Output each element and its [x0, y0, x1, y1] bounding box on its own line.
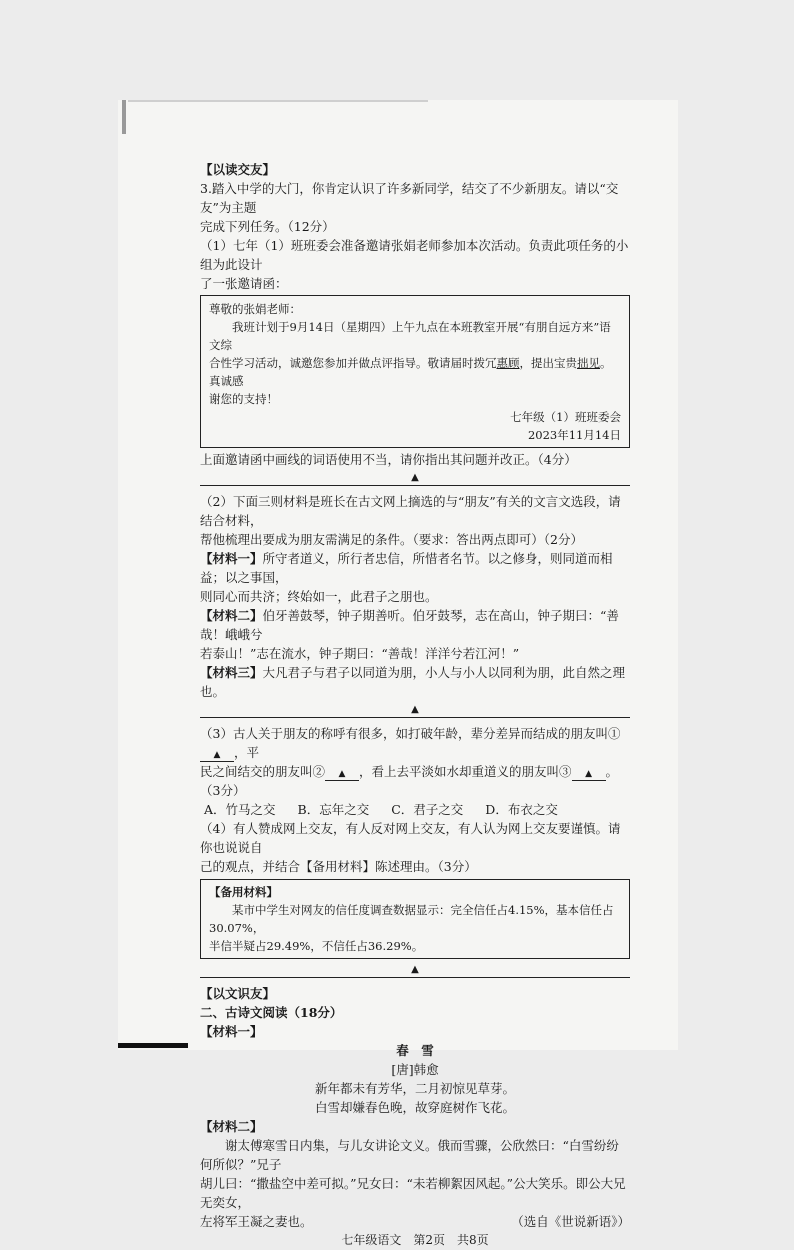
question-3-line1: 3.踏入中学的大门，你肯定认识了许多新同学，结交了不少新朋友。请以“交友”为主题 [200, 181, 619, 215]
material-1 [200, 549, 630, 587]
sub3-options [200, 800, 630, 819]
underlined-word-2: 拙见 [577, 356, 600, 370]
material-1-line2: 则同心而共济；终始如一，此君子之朋也。 [200, 589, 438, 604]
underlined-word-1: 惠顾 [496, 356, 520, 370]
option-c: C．君子之交 [391, 802, 464, 817]
sub3-line2 [200, 762, 630, 800]
invitation-sender: 七年级（1）班班委会 [510, 410, 621, 424]
backup-material-line2: 半信半疑占29.49%，不信任占36.29%。 [209, 939, 424, 953]
section-heading-know: 【以文识友】 [200, 986, 276, 1001]
poem-title: 春 雪 [396, 1043, 434, 1058]
material-2 [200, 606, 630, 644]
exam-content [200, 160, 630, 1250]
answer-line-2[interactable] [200, 703, 630, 718]
backup-material-label: 【备用材料】 [209, 885, 278, 899]
blank-1[interactable]: ▲ [200, 749, 234, 762]
invitation-box [200, 295, 630, 448]
sub3-line1 [200, 724, 630, 762]
part2-material-2-source: （选自《世说新语》） [511, 1214, 630, 1229]
answer-line-4[interactable] [200, 963, 630, 978]
backup-material-box [200, 879, 630, 959]
material-3-label: 【材料三】 [200, 665, 263, 680]
part2-material-2-label: 【材料二】 [200, 1119, 263, 1134]
scan-shadow-left [122, 100, 126, 134]
answer-marker: ▲ [411, 704, 419, 715]
sub4-line1: （4）有人赞成网上交友，有人反对网上交友，有人认为网上交友要谨慎。请你也说说自 [200, 821, 621, 855]
sub1-question: 上面邀请函中画线的词语使用不当，请你指出其问题并改正。（4分） [200, 452, 577, 467]
poem-line-2: 白雪却嫌春色晚，故穿庭树作飞花。 [314, 1100, 515, 1115]
sub2-line2: 帮他梳理出要成为朋友需满足的条件。（要求：答出两点即可）（2分） [200, 532, 583, 547]
sub3-line1-text: （3）古人关于朋友的称呼有很多，如打破年龄，辈分差异而结成的朋友叫① [200, 726, 621, 741]
sub3-line2-text: 民之间结交的朋友叫② [200, 764, 326, 779]
invitation-date: 2023年11月14日 [527, 428, 621, 442]
material-1-label: 【材料一】 [200, 551, 263, 566]
invitation-line3: 谢您的支持！ [209, 392, 278, 406]
sub4-line2: 己的观点，并结合【备用材料】陈述理由。（3分） [200, 859, 477, 874]
answer-line-1[interactable] [200, 471, 630, 486]
part2-material-2-line3 [200, 1212, 630, 1231]
material-3-line1: 大凡君子与君子以同道为朋，小人与小人以同利为朋，此自然之理也。 [200, 665, 626, 699]
invitation-line2-text: 合性学习活动，诚邀您参加并做点评指导。敬请届时拨冗 [209, 356, 497, 370]
sub2-line1: （2）下面三则材料是班长在古文网上摘选的与“朋友”有关的文言文选段，请结合材料， [200, 494, 621, 528]
material-2-line1: 伯牙善鼓琴，钟子期善听。伯牙鼓琴，志在高山，钟子期曰：“善哉！峨峨兮 [200, 608, 619, 642]
part2-heading: 二、古诗文阅读（18分） [200, 1005, 343, 1020]
sub3-line1-end: ，平 [234, 745, 260, 760]
answer-marker: ▲ [411, 472, 419, 483]
invitation-line1: 我班计划于9月14日（星期四）上午九点在本班教室开展“有朋自远方来”语文综 [209, 320, 611, 352]
part2-material-2-line1: 谢太傅寒雪日内集，与儿女讲论文义。俄而雪骤，公欣然曰：“白雪纷纷何所似？”兄子 [200, 1138, 619, 1172]
blank-2[interactable]: ▲ [325, 768, 359, 781]
section-heading-exchange: 【以读交友】 [200, 162, 276, 177]
invitation-greeting: 尊敬的张娟老师： [209, 302, 301, 316]
page-footer: 七年级语文 第2页 共8页 [341, 1233, 489, 1247]
invitation-line2c-text: 。真诚感 [209, 356, 612, 388]
option-b: B．忘年之交 [297, 802, 370, 817]
scan-shadow-top [128, 100, 428, 102]
invitation-line2 [209, 354, 621, 390]
answer-marker: ▲ [411, 964, 419, 975]
option-d: D．布衣之交 [485, 802, 558, 817]
poem-line-1: 新年都未有芳华，二月初惊见草芽。 [314, 1081, 515, 1096]
option-a: A．竹马之交 [204, 802, 276, 817]
question-3-line2: 完成下列任务。（12分） [200, 219, 335, 234]
sub1-line2: 了一张邀请函： [200, 276, 288, 291]
material-2-line2: 若泰山！”志在流水，钟子期曰：“善哉！洋洋兮若江河！” [200, 646, 520, 661]
backup-material-line1: 某市中学生对网友的信任度调查数据显示：完全信任占4.15%，基本信任占30.07%， [209, 903, 614, 935]
material-3 [200, 663, 630, 701]
part2-material-2-line2: 胡儿曰：“撒盐空中差可拟。”兄女曰：“未若柳絮因风起。”公大笑乐。即公大兄无奕女， [200, 1176, 626, 1210]
material-1-line1: 所守者道义，所行者忠信，所惜者名节。以之修身，则同道而相益；以之事国， [200, 551, 613, 585]
scan-shadow-bottom [118, 1043, 188, 1048]
sub1-line1: （1）七年（1）班班委会准备邀请张娟老师参加本次活动。负责此项任务的小组为此设计 [200, 238, 629, 272]
part2-material-2-line3-text: 左将军王凝之妻也。 [200, 1214, 313, 1229]
poem-author: [唐]韩愈 [391, 1062, 439, 1077]
part2-material-1-label: 【材料一】 [200, 1024, 263, 1039]
material-2-label: 【材料二】 [200, 608, 263, 623]
invitation-line2b-text: ，提出宝贵 [519, 356, 577, 370]
sub3-line2-end: 。（3分） [200, 764, 619, 798]
sub3-line2-mid: ，看上去平淡如水却重道义的朋友叫③ [359, 764, 572, 779]
blank-3[interactable]: ▲ [572, 768, 606, 781]
